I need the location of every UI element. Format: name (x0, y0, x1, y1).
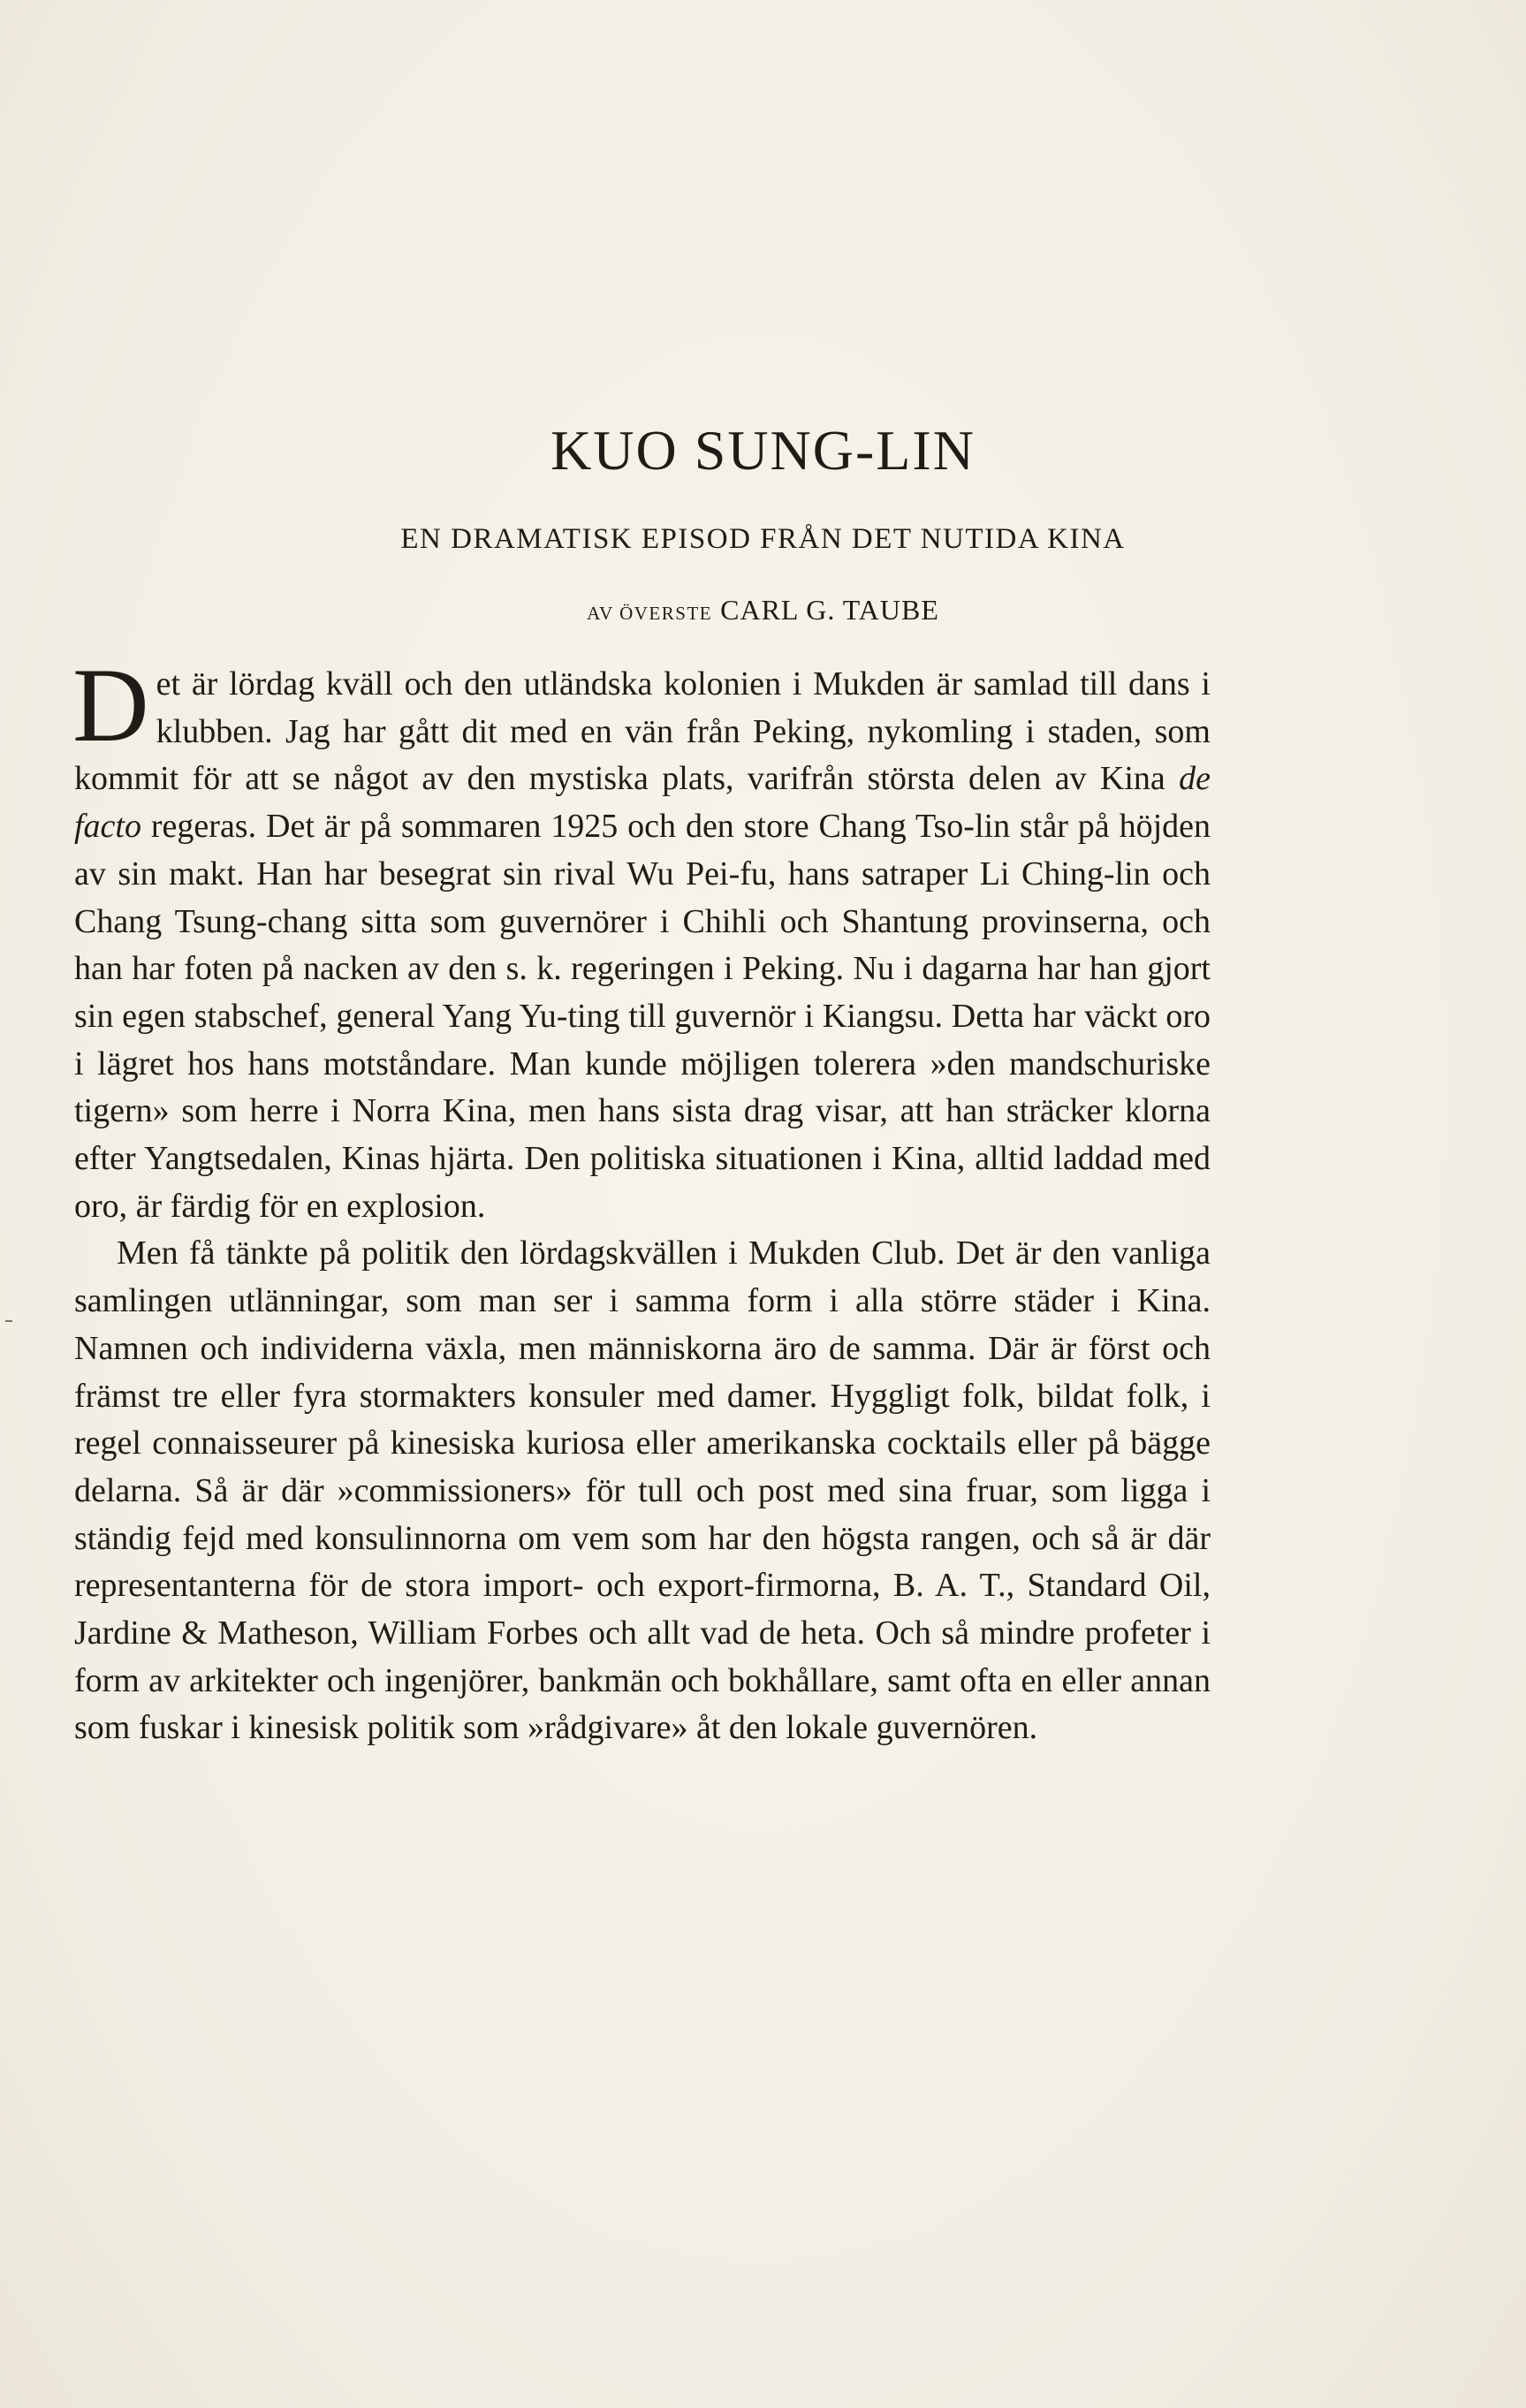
author-name: CARL G. TAUBE (720, 594, 939, 626)
byline (0, 596, 1526, 624)
paragraph-1-text-b: regeras. Det är på sommaren 1925 och den store Chang Tso-lin står på höjden av sin makt. Han har besegrat sin rival Wu Pei-fu, hans satraper Li Ching-lin och Chang Tsung-chang sitta som guvernörer i Chihli och Shantung provinserna, och han har foten på nacken av den s. k. regeringen i Peking. Nu i dagarna har han gjort sin egen stabschef, general Yang Yu-ting till guvernör i Kiangsu. Detta har väckt oro i lägret hos hans motståndare. Man kunde möjligen tolerera »den mandschuriske tigern» som herre i Norra Kina, men hans sista drag visar, att han sträcker klorna efter Yangtsedalen, Kinas hjärta. Den politiska situationen i Kina, alltid laddad med oro, är färdig för en explosion. (74, 808, 1211, 1225)
paragraph-2: Men få tänkte på politik den lördagskvällen i Mukden Club. Det är den vanliga samlingen utlänningar, som man ser i samma form i alla större städer i Kina. Namnen och individerna växla, men människorna äro de samma. Där är först och främst tre eller fyra stormakters konsuler med damer. Hyggligt folk, bildat folk, i regel connaisseurer på kinesiska kuriosa eller amerikanska cocktails eller på bägge delarna. Så är där »commissioners» för tull och post med sina fruar, som ligga i ständig fejd med konsulinnorna om vem som har den högsta rangen, och så är där representanterna för de stora import- och export-firmorna, B. A. T., Standard Oil, Jardine & Matheson, William Forbes och allt vad de heta. Och så mindre profeter i form av arkitekter och ingenjörer, bankmän och bokhållare, samt ofta en eller annan som fuskar i kinesisk politik som »rådgivare» åt den lokale guvernören. (74, 1234, 1211, 1747)
article-body (72, 646, 1211, 1752)
paragraph-1-italic: de facto (74, 760, 1211, 846)
article-title: KUO SUNG-LIN (550, 419, 976, 482)
margin-mark (5, 1320, 12, 1322)
article-subtitle: EN DRAMATISK EPISOD FRÅN DET NUTIDA KINA (400, 523, 1126, 555)
paragraph-1 (72, 646, 1211, 1230)
paragraph-1-text-a: et är lördag kväll och den utländska kolonien i Mukden är samlad till dans i klubben. Jag har gått dit med en vän från Peking, nykomling i staden, som kommit för att se något av den mystiska plats, varifrån största delen av Kina (74, 665, 1211, 798)
byline-prefix: AV ÖVERSTE (587, 603, 713, 624)
drop-cap: D (72, 646, 149, 763)
